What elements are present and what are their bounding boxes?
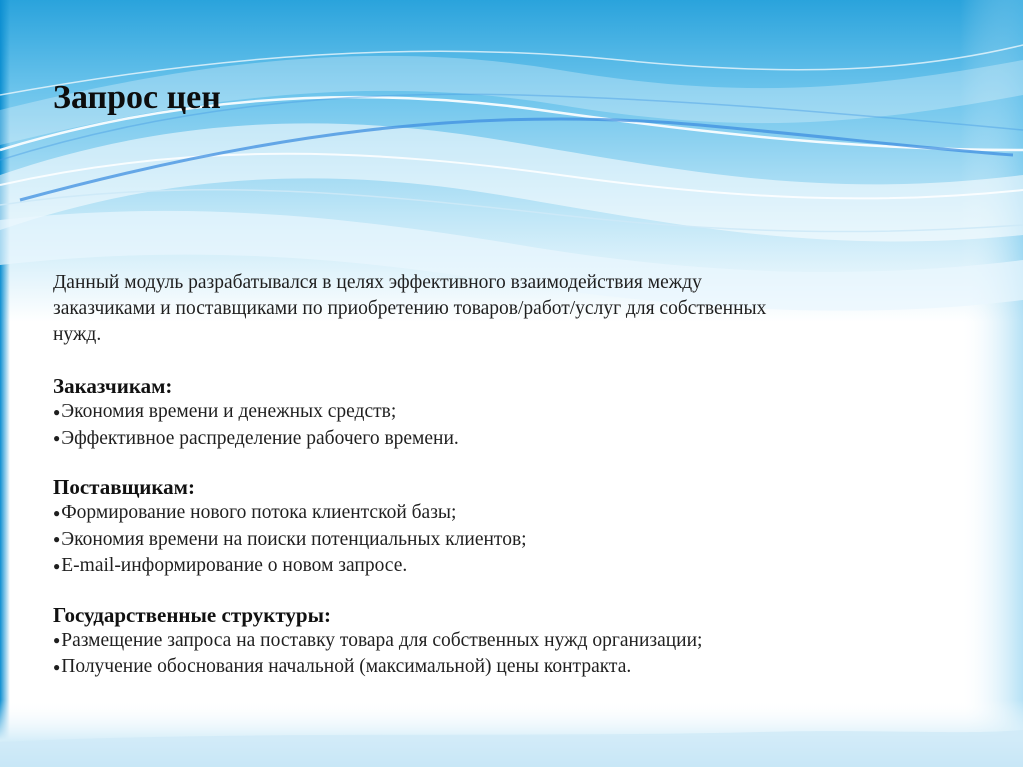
list-item-text: Экономия времени на поиски потенциальных клиентов; [61, 528, 527, 550]
list-item [53, 426, 953, 453]
bullet-dot-icon: ● [53, 659, 61, 674]
list-item-text: Формирование нового потока клиентской базы; [61, 502, 457, 524]
bullet-list-government [53, 628, 953, 681]
bullet-dot-icon: ● [53, 532, 61, 547]
section-suppliers [53, 474, 953, 580]
bullet-dot-icon: ● [53, 431, 61, 446]
list-item-text: E-mail-информирование о новом запросе. [61, 555, 408, 577]
list-item [53, 654, 953, 681]
list-item-text: Размещение запроса на поставку товара для собственных нужд организации; [61, 629, 703, 651]
list-item [53, 628, 953, 655]
section-heading-customers: Заказчикам: [53, 374, 173, 398]
bullet-dot-icon: ● [53, 633, 61, 648]
section-heading-suppliers: Поставщикам: [53, 475, 195, 500]
list-item-text: Экономия времени и денежных средств; [61, 401, 397, 422]
bullet-list-suppliers [53, 500, 953, 580]
section-customers [53, 373, 953, 452]
list-item [53, 553, 953, 580]
section-heading-government: Государственные структуры: [53, 602, 332, 627]
intro-paragraph: Данный модуль разрабатывался в целях эффективного взаимодействия между заказчиками и поставщиками по приобретению товаров/работ/услуг для собственных нужд. [53, 272, 767, 345]
list-item [53, 527, 953, 554]
list-item-text: Эффективное распределение рабочего времени. [61, 427, 459, 449]
list-item [53, 399, 953, 426]
slide-title: Запрос цен [53, 79, 221, 116]
slide-content [53, 270, 953, 703]
list-item-text: Получение обоснования начальной (максимальной) цены контракта. [61, 656, 632, 678]
list-item [53, 500, 953, 527]
bullet-dot-icon: ● [53, 558, 61, 573]
bullet-dot-icon: ● [53, 505, 61, 520]
bullet-dot-icon: ● [53, 404, 61, 419]
section-government [53, 602, 953, 681]
bullet-list-customers [53, 399, 953, 452]
